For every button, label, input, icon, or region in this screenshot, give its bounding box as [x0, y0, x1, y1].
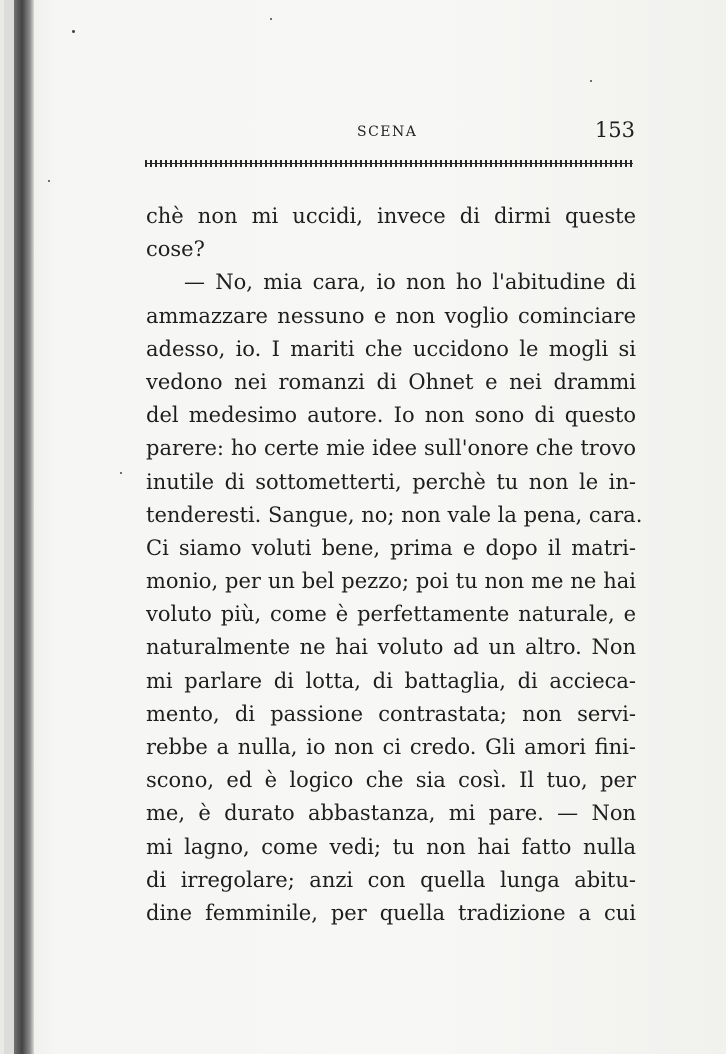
book-binding-edge	[14, 0, 34, 1054]
text-line: mi lagno, come vedi; tu non hai fatto nulla	[146, 834, 636, 859]
text-line: parere: ho certe mie idee sull'onore che trovo	[146, 436, 636, 461]
text-line: rebbe a nulla, io non ci credo. Gli amori fini-	[146, 735, 636, 759]
text-line: — No, mia cara, io non ho l'abitudine di	[184, 270, 636, 295]
text-line: adesso, io. I mariti che uccidono le mogli si	[146, 336, 636, 361]
text-line: voluto più, come è perfettamente naturale, e	[146, 602, 636, 627]
text-line: del medesimo autore. Io non sono di questo	[146, 403, 636, 428]
text-line: ammazzare nessuno e non voglio cominciare	[146, 303, 636, 328]
text-line: tenderesti. Sangue, no; non vale la pena, cara.	[146, 502, 643, 527]
text-line: monio, per un bel pezzo; poi tu non me ne hai	[146, 569, 636, 594]
text-line: dine femminile, per quella tradizione a cui	[146, 900, 636, 925]
text-line: naturalmente ne hai voluto ad un altro. Non	[146, 635, 636, 660]
page-number: 153	[594, 118, 635, 142]
page-header	[145, 118, 635, 148]
running-head: SCENA	[357, 124, 418, 140]
text-line: chè non mi uccidi, invece di dirmi queste	[146, 204, 636, 228]
text-line: scono, ed è logico che sia così. Il tuo, per	[146, 768, 636, 793]
text-line: mento, di passione contrastata; non servi-	[146, 701, 636, 726]
text-line: inutile di sottometterti, perchè tu non le in-	[146, 469, 636, 494]
text-line: me, è durato abbastanza, mi pare. — Non	[146, 801, 636, 826]
text-line: di irregolare; anzi con quella lunga abitu-	[146, 867, 636, 892]
body-text	[146, 200, 643, 930]
text-line: cose?	[146, 237, 205, 262]
header-ornamental-rule	[145, 160, 633, 167]
text-line: mi parlare di lotta, di battaglia, di accieca-	[146, 668, 636, 693]
text-line: Ci siamo voluti bene, prima e dopo il matri-	[146, 535, 636, 560]
text-line: vedono nei romanzi di Ohnet e nei drammi	[146, 369, 636, 394]
